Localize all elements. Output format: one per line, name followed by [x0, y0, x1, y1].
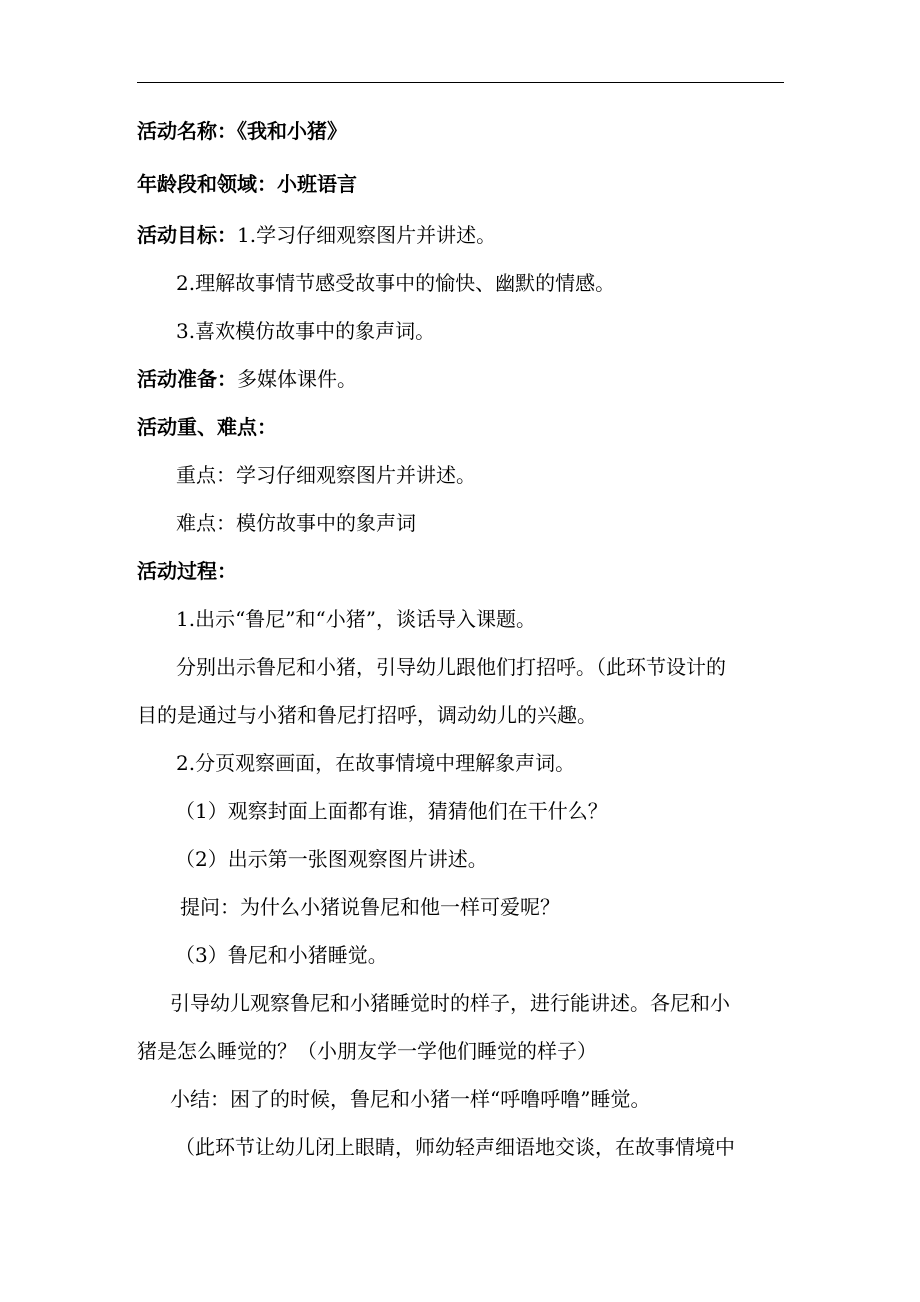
process-heading: 活动过程： [137, 559, 237, 583]
prep-label: 活动准备： [137, 367, 237, 391]
goal-1: 1.学习仔细观察图片并讲述。 [237, 223, 497, 247]
activity-name-value: 《我和小猪》 [237, 119, 347, 143]
process-line: 1.出示“鲁尼”和“小猪”，谈话导入课题。 [176, 607, 536, 631]
process-line: 猪是怎么睡觉的？（小朋友学一学他们睡觉的样子） [137, 1039, 597, 1063]
goal-2: 2.理解故事情节感受故事中的愉快、幽默的情感。 [176, 271, 616, 295]
process-line: （此环节让幼儿闭上眼睛，师幼轻声细语地交谈，在故事情境中 [175, 1135, 735, 1159]
age-domain-line [137, 171, 797, 197]
prep-value: 多媒体课件。 [237, 367, 357, 391]
key-difficulty-heading: 活动重、难点： [137, 415, 277, 439]
process-line: （1）观察封面上面都有谁，猜猜他们在干什么？ [175, 799, 608, 823]
process-line: 引导幼儿观察鲁尼和小猪睡觉时的样子，进行能讲述。各尼和小 [170, 991, 730, 1015]
age-domain-value: 小班语言 [277, 172, 357, 196]
goals-label: 活动目标： [137, 223, 237, 247]
difficult-point: 难点：模仿故事中的象声词 [176, 511, 416, 535]
header-rule [137, 82, 784, 83]
key-point: 重点：学习仔细观察图片并讲述。 [176, 463, 476, 487]
process-line: 提问：为什么小猪说鲁尼和他一样可爱呢？ [180, 895, 560, 919]
goals-line [137, 222, 797, 248]
process-line: 目的是通过与小猪和鲁尼打招呼，调动幼儿的兴趣。 [137, 703, 597, 727]
goal-3: 3.喜欢模仿故事中的象声词。 [176, 319, 436, 343]
process-line: （2）出示第一张图观察图片讲述。 [175, 847, 488, 871]
process-line: 2.分页观察画面，在故事情境中理解象声词。 [176, 751, 576, 775]
process-line: （3）鲁尼和小猪睡觉。 [175, 943, 388, 967]
age-domain-label: 年龄段和领域： [137, 172, 277, 196]
activity-name-label: 活动名称： [137, 119, 237, 143]
prep-line [137, 366, 797, 392]
process-line: 分别出示鲁尼和小猪，引导幼儿跟他们打招呼。（此环节设计的 [176, 655, 726, 679]
process-line: 小结：困了的时候，鲁尼和小猪一样“呼噜呼噜”睡觉。 [170, 1087, 651, 1111]
activity-name-line [137, 118, 797, 144]
